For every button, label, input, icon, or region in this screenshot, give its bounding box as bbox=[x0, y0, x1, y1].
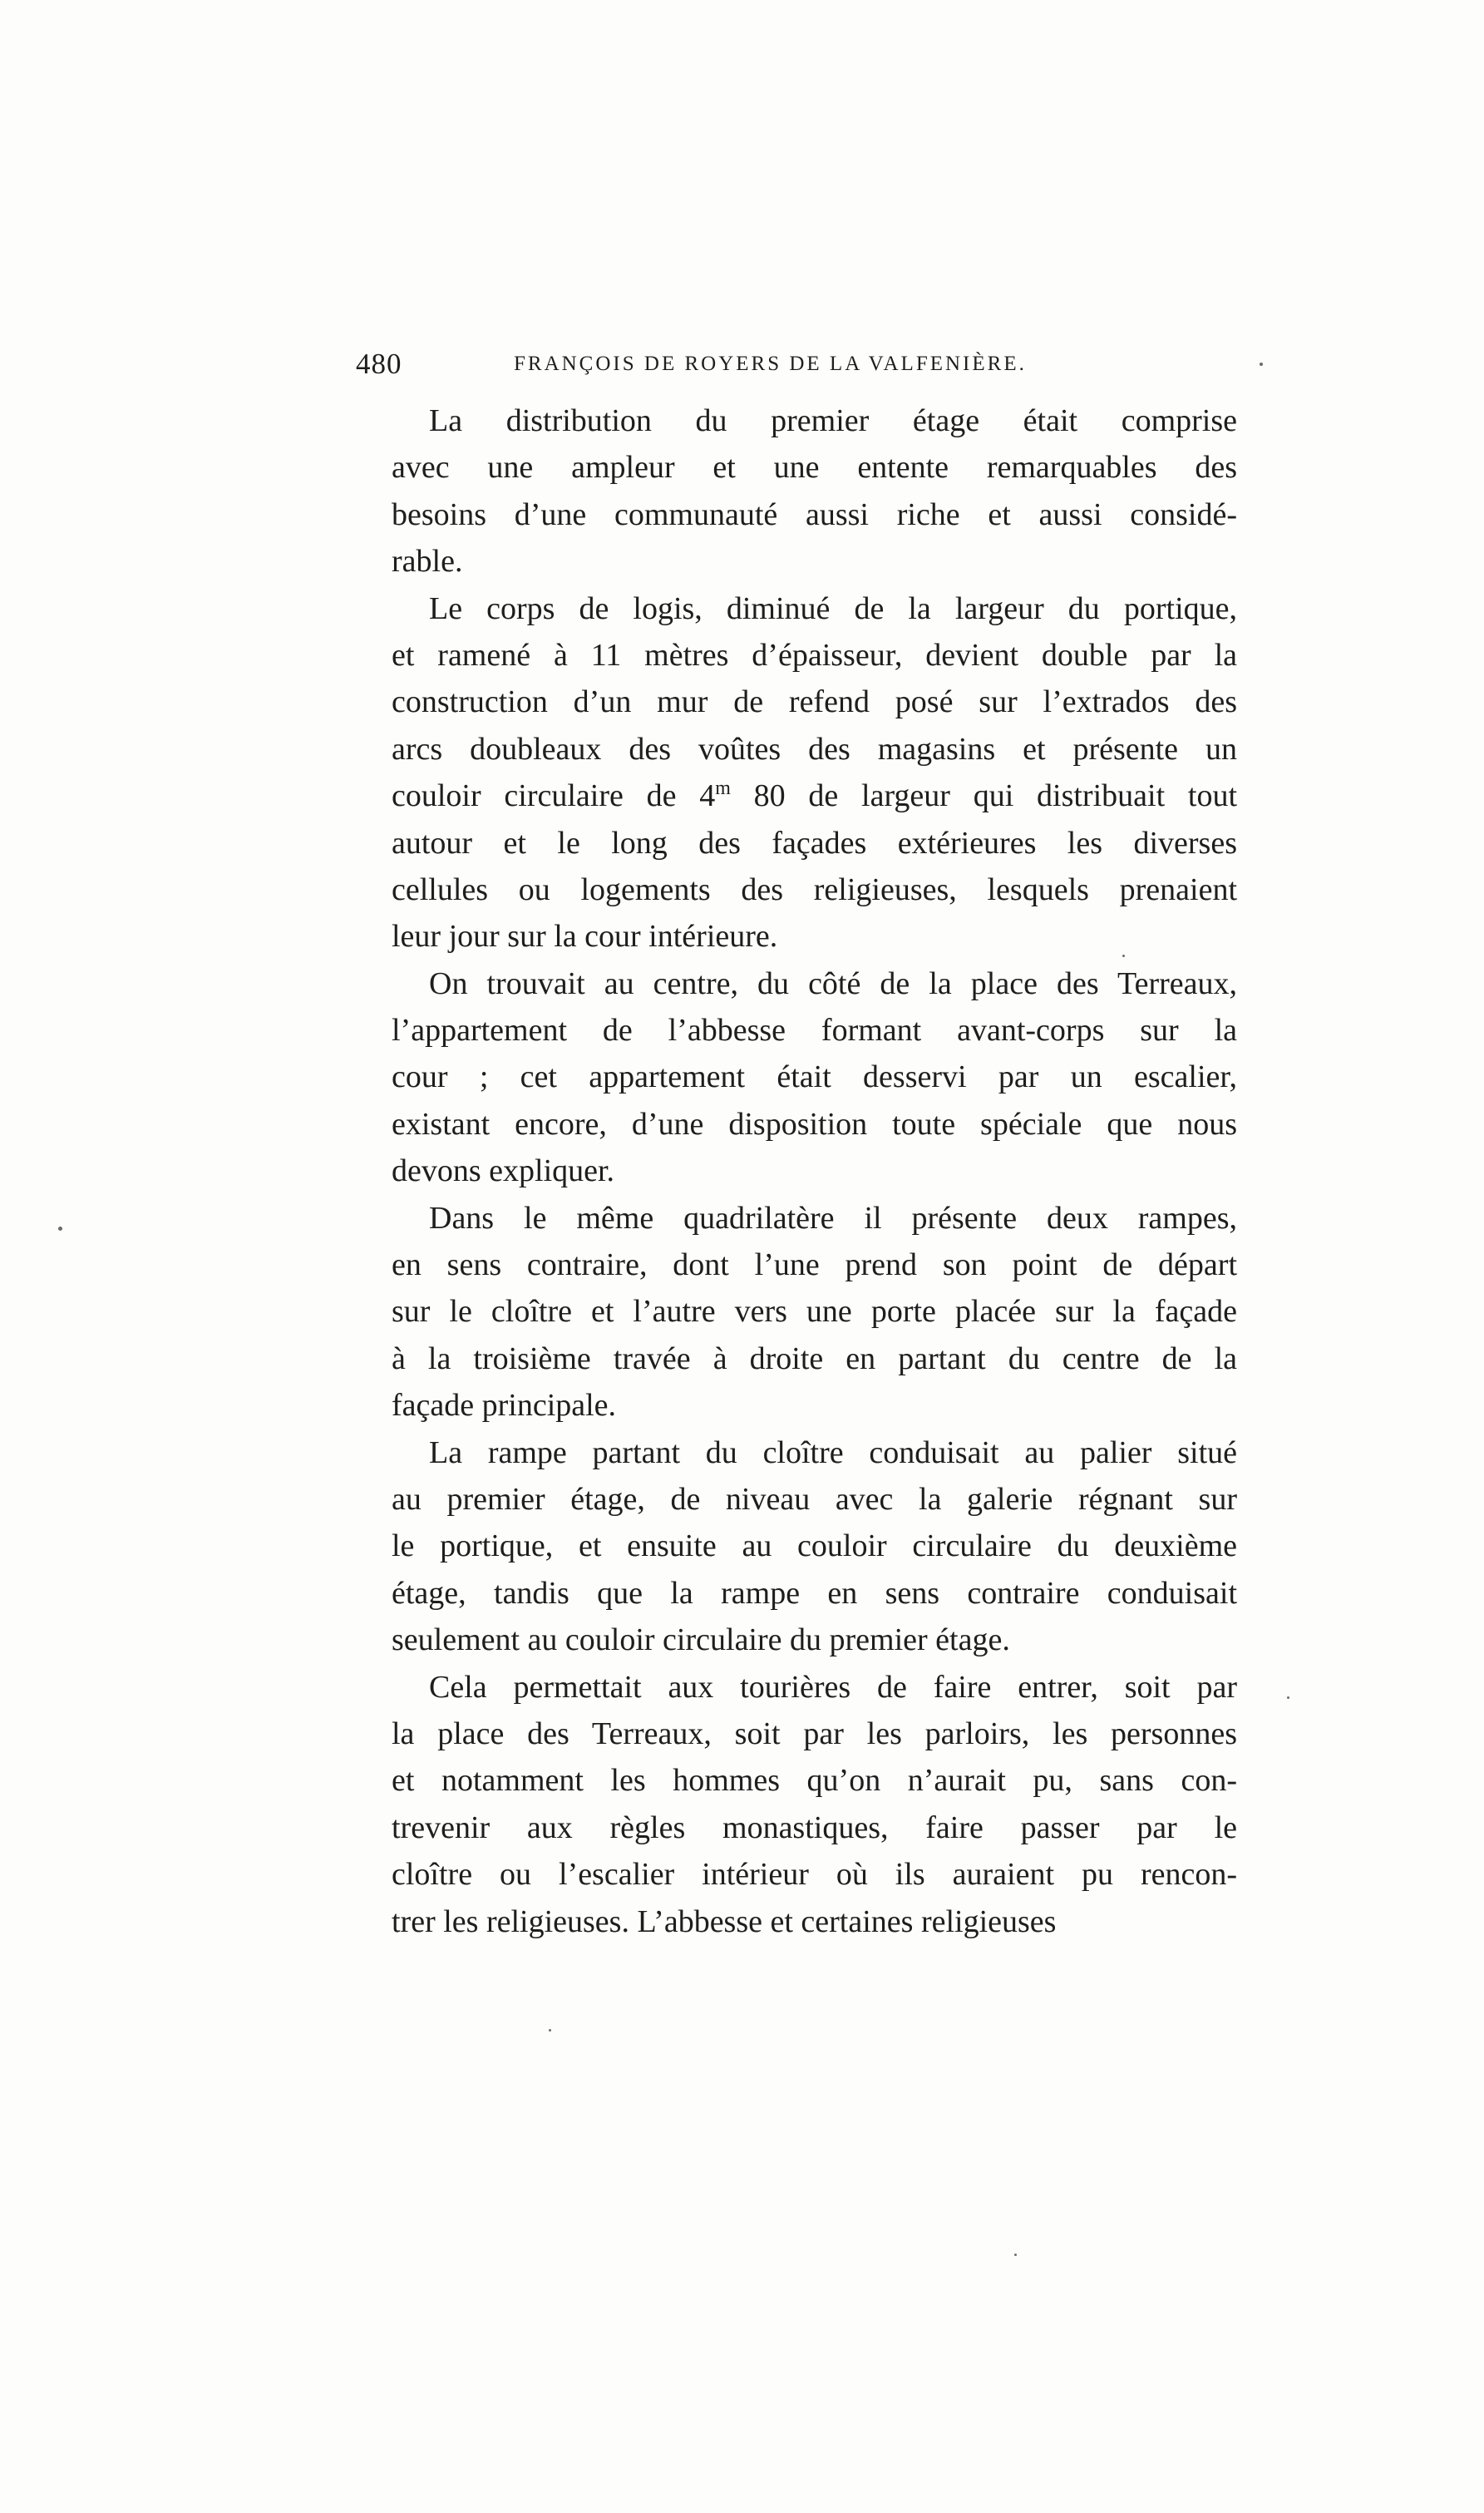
scan-speck bbox=[1287, 1696, 1289, 1699]
text-line: façade principale. bbox=[392, 1388, 617, 1424]
text-line: au premier étage, de niveau avec la galerie régnant sur bbox=[392, 1481, 1237, 1517]
text-fragment: 80 de largeur qui distribuait tout bbox=[730, 778, 1237, 814]
text-fragment: couloir circulaire de 4 bbox=[392, 778, 716, 814]
text-line: Dans le même quadrilatère il présente deux rampes, bbox=[429, 1200, 1237, 1236]
paragraph bbox=[354, 1664, 1237, 1945]
text-line: existant encore, d’une disposition toute spéciale que nous bbox=[392, 1106, 1237, 1142]
text-line: et notamment les hommes qu’on n’aurait pu, sans con- bbox=[392, 1763, 1237, 1799]
text-line: trevenir aux règles monastiques, faire passer par le bbox=[392, 1809, 1237, 1845]
text-line: autour et le long des façades extérieures les diverses bbox=[392, 825, 1237, 861]
scan-speck bbox=[58, 1227, 62, 1231]
text-line: construction d’un mur de refend posé sur l’extrados des bbox=[392, 684, 1237, 720]
page-number: 480 bbox=[356, 348, 402, 380]
text-line: On trouvait au centre, du côté de la place des Terreaux, bbox=[429, 965, 1237, 1001]
text-line: à la troisième travée à droite en partant du centre de la bbox=[392, 1340, 1237, 1376]
text-line: leur jour sur la cour intérieure. bbox=[392, 919, 778, 955]
paragraph bbox=[354, 1195, 1237, 1429]
paragraph bbox=[354, 585, 1237, 960]
text-line: La rampe partant du cloître conduisait au palier situé bbox=[429, 1434, 1237, 1470]
text-line: arcs doubleaux des voûtes des magasins et présente un bbox=[392, 731, 1237, 767]
scan-speck bbox=[1122, 955, 1125, 957]
text-line: la place des Terreaux, soit par les parloirs, les personnes bbox=[392, 1716, 1237, 1751]
unit-superscript: m bbox=[715, 778, 731, 800]
text-line: et ramené à 11 mètres d’épaisseur, devient double par la bbox=[392, 637, 1237, 673]
body-text bbox=[354, 397, 1237, 1945]
running-head-title: FRANÇOIS DE ROYERS DE LA VALFENIÈRE. bbox=[514, 353, 1027, 375]
scan-speck bbox=[549, 2029, 551, 2032]
text-line: besoins d’une communauté aussi riche et aussi considé- bbox=[392, 496, 1237, 532]
text-line: cellules ou logements des religieuses, lesquels prenaient bbox=[392, 871, 1237, 907]
text-line: devons expliquer. bbox=[392, 1153, 615, 1189]
text-line: La distribution du premier étage était comprise bbox=[429, 403, 1237, 438]
text-line: seulement au couloir circulaire du premier étage. bbox=[392, 1622, 1010, 1658]
scan-speck bbox=[1014, 2254, 1017, 2256]
text-line: Le corps de logis, diminué de la largeur du portique, bbox=[429, 590, 1237, 626]
paragraph bbox=[354, 1429, 1237, 1664]
text-line: étage, tandis que la rampe en sens contraire conduisait bbox=[392, 1575, 1237, 1611]
text-line: avec une ampleur et une entente remarquables des bbox=[392, 450, 1237, 486]
text-line: l’appartement de l’abbesse formant avant-corps sur la bbox=[392, 1013, 1237, 1049]
paragraph bbox=[354, 960, 1237, 1195]
paragraph bbox=[354, 397, 1237, 585]
text-line: Cela permettait aux tourières de faire entrer, soit par bbox=[429, 1669, 1237, 1705]
scan-speck bbox=[1260, 363, 1263, 366]
text-line: cloître ou l’escalier intérieur où ils auraient pu rencon- bbox=[392, 1857, 1237, 1893]
text-line: en sens contraire, dont l’une prend son point de départ bbox=[392, 1247, 1237, 1283]
text-line: le portique, et ensuite au couloir circulaire du deuxième bbox=[392, 1528, 1237, 1564]
text-line: sur le cloître et l’autre vers une porte placée sur la façade bbox=[392, 1294, 1237, 1330]
text-line: rable. bbox=[392, 544, 463, 580]
text-line bbox=[354, 773, 1237, 819]
text-line: cour ; cet appartement était desservi par un escalier, bbox=[392, 1059, 1237, 1095]
text-line: trer les religieuses. L’abbesse et certaines religieuses bbox=[392, 1903, 1057, 1939]
running-head bbox=[356, 348, 1237, 389]
